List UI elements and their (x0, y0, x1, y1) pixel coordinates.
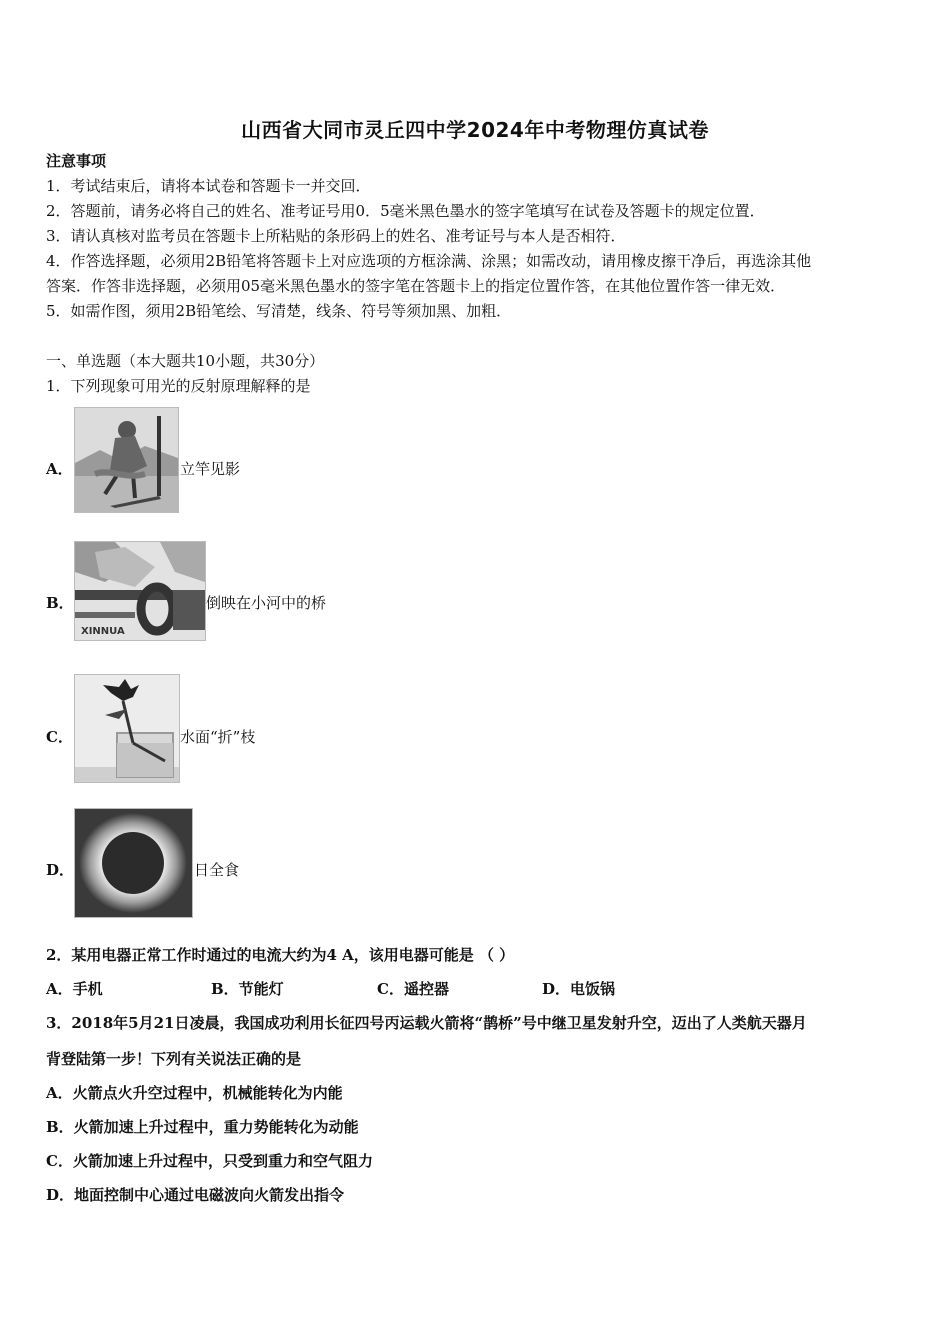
notice-heading: 注意事项 (46, 152, 107, 170)
q3-option-b: B．火箭加速上升过程中，重力势能转化为动能 (46, 1118, 359, 1136)
bridge-reflection-image (74, 541, 206, 641)
question-2-stem: 2．某用电器正常工作时通过的电流大约为4 A，该用电器可能是 （ ） (46, 946, 515, 964)
option-a-letter: A． (46, 460, 73, 478)
page-title: 山西省大同市灵丘四中学2024年中考物理仿真试卷 (241, 118, 709, 142)
solar-eclipse-image (74, 808, 193, 918)
q3-option-a: A．火箭点火升空过程中，机械能转化为内能 (46, 1084, 343, 1102)
q2-option-c: C．遥控器 (377, 980, 449, 998)
q3-option-c: C．火箭加速上升过程中，只受到重力和空气阻力 (46, 1152, 373, 1170)
question-1-stem: 1．下列现象可用光的反射原理解释的是 (46, 377, 311, 395)
notice-item: 5．如需作图，须用2B铅笔绘、写清楚，线条、符号等须加黑、加粗． (46, 302, 512, 320)
q2-option-d: D．电饭锅 (542, 980, 616, 998)
option-b-letter: B． (46, 594, 74, 612)
option-c-letter: C． (46, 728, 73, 746)
q2-option-a: A．手机 (46, 980, 103, 998)
notice-item: 1．考试结束后，请将本试卷和答题卡一并交回． (46, 177, 371, 195)
option-a-text: 立竿见影 (180, 460, 241, 478)
q2-option-b: B．节能灯 (211, 980, 284, 998)
shadow-pole-image (74, 407, 179, 513)
option-b-text: 倒映在小河中的桥 (206, 594, 327, 612)
section-heading: 一、单选题（本大题共10小题，共30分） (46, 352, 325, 370)
notice-item: 3．请认真核对监考员在答题卡上所粘贴的条形码上的姓名、准考证号与本人是否相符． (46, 227, 626, 245)
option-d-letter: D． (46, 861, 75, 879)
q3-option-d: D．地面控制中心通过电磁波向火箭发出指令 (46, 1186, 345, 1204)
question-3-stem: 3．2018年5月21日凌晨，我国成功利用长征四号丙运载火箭将“鹊桥”号中继卫星发射升空，迈出了人类航天器月 (46, 1014, 807, 1032)
option-c-text: 水面“折”枝 (180, 728, 256, 746)
bent-branch-image (74, 674, 180, 783)
option-d-text: 日全食 (194, 861, 240, 879)
notice-item: 答案．作答非选择题，必须用05毫米黑色墨水的签字笔在答题卡上的指定位置作答，在其他位置作答一律无效． (46, 277, 786, 295)
notice-item: 4．作答选择题，必须用2B铅笔将答题卡上对应选项的方框涂满、涂黑；如需改动，请用橡皮擦干净后，再选涂其他 (46, 252, 812, 270)
notice-item: 2．答题前，请务必将自己的姓名、准考证号用0．5毫米黑色墨水的签字笔填写在试卷及答题卡的规定位置． (46, 202, 765, 220)
image-watermark: XINNUA (81, 626, 125, 637)
question-3-stem-continued: 背登陆第一步！下列有关说法正确的是 (46, 1050, 302, 1068)
